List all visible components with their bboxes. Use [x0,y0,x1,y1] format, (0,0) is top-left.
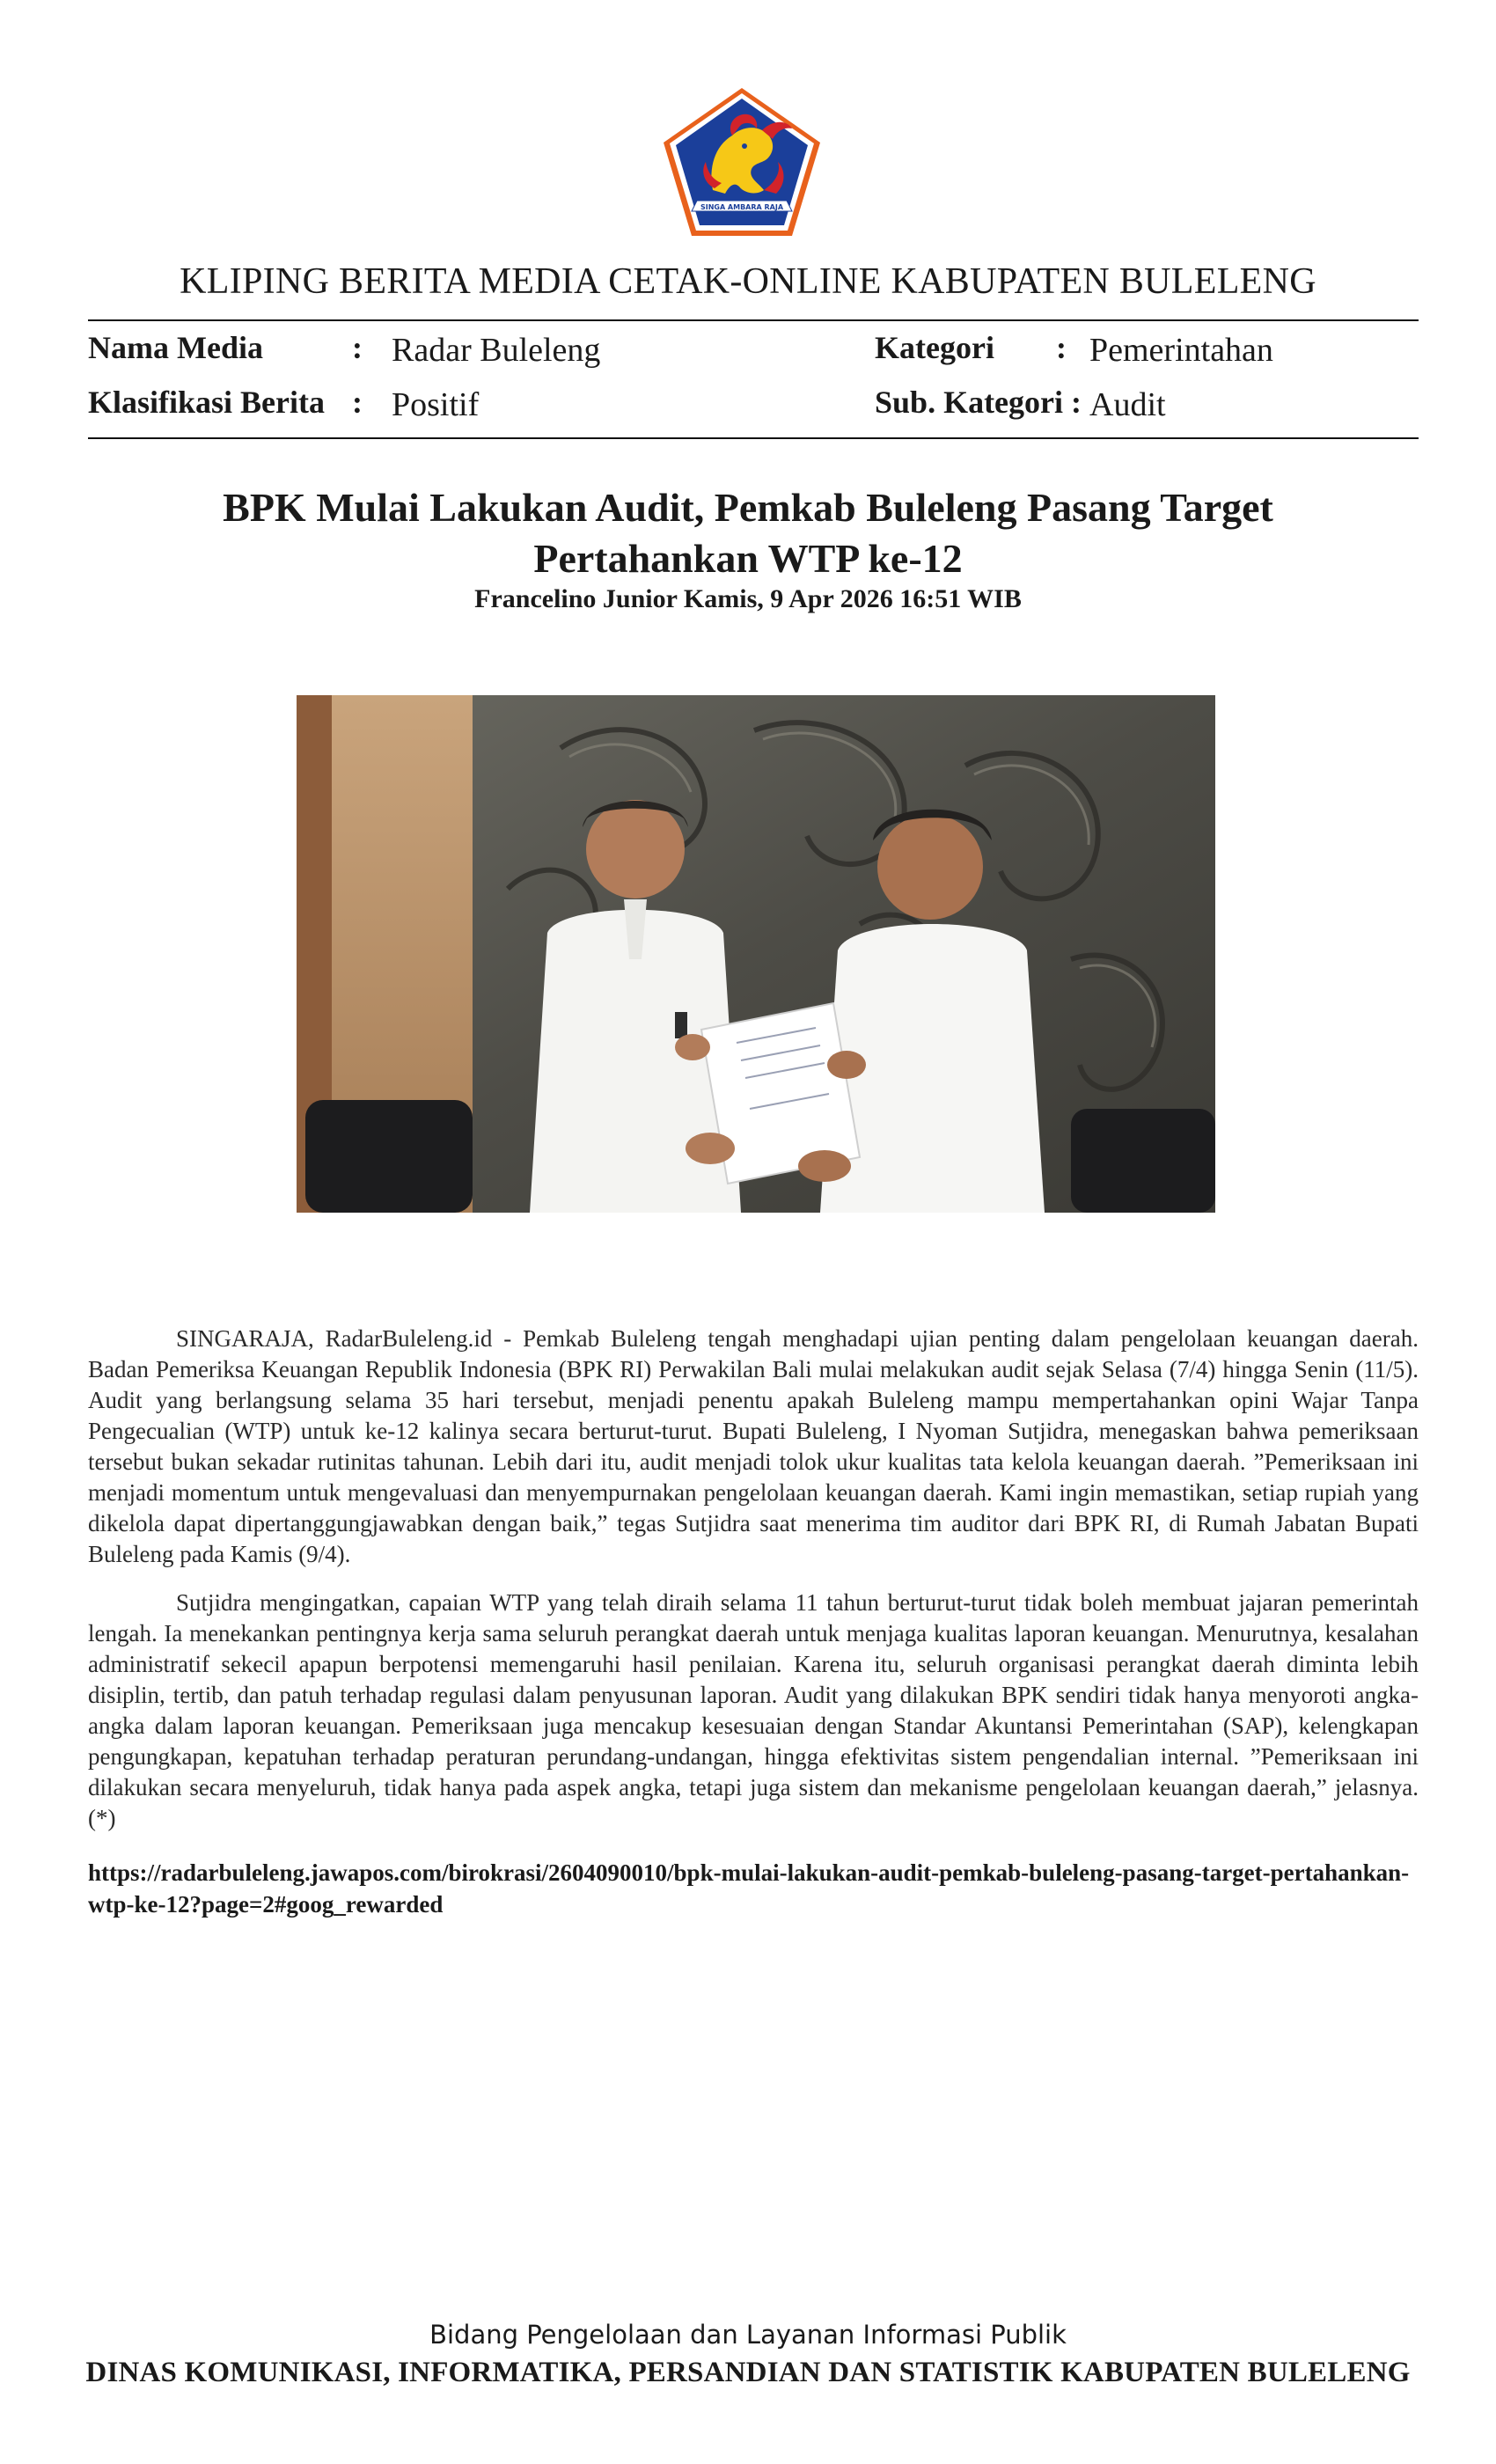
kategori-colon: : [1056,330,1067,365]
sub-kategori-value: Audit [1089,386,1166,423]
sub-kategori-label: Sub. Kategori : [875,385,1082,420]
article-paragraph-1 [88,1324,1419,1570]
article-title: BPK Mulai Lakukan Audit, Pemkab Buleleng Pasang Target Pertahankan WTP ke-12 [223,485,1273,581]
article-byline: Francelino Junior Kamis, 9 Apr 2026 16:51 WIB [474,584,1022,613]
article-paragraph-1-text: SINGARAJA, RadarBuleleng.id - Pemkab Buleleng tengah menghadapi ujian penting dalam pengelolaan keuangan daerah. Badan Pemeriksa Keuangan Republik Indonesia (BPK RI) Perwakilan Bali mulai melakukan audit sejak Selasa (7/4) hingga Senin (11/5). Audit yang berlangsung selama 35 hari tersebut, menjadi penentu apakah Buleleng mampu mempertahankan opini Wajar Tanpa Pengecualian (WTP) untuk ke-12 kalinya secara berturut-turut. Bupati Buleleng, I Nyoman Sutjidra, menegaskan bahwa pemeriksaan tersebut bukan sekadar rutinitas tahunan. Lebih dari itu, audit menjadi tolok ukur kualitas tata kelola keuangan daerah. ”Pemeriksaan ini menjadi momentum untuk mengevaluasi dan menyempurnakan pengelolaan keuangan daerah. Kami ingin memastikan, setiap rupiah yang dikelola dapat dipertanggungjawabkan dengan baik,” tegas Sutjidra saat menerima tim auditor dari BPK RI, di Rumah Jabatan Bupati Buleleng pada Kamis (9/4). [88,1325,1419,1567]
klasifikasi-value: Positif [392,386,480,423]
footer-agency: DINAS KOMUNIKASI, INFORMATIKA, PERSANDIAN DAN STATISTIK KABUPATEN BULELENG [85,2357,1411,2388]
article-paragraph-2 [88,1588,1419,1834]
header-divider-bottom [88,437,1419,439]
article-paragraph-2-text: Sutjidra mengingatkan, capaian WTP yang telah diraih selama 11 tahun berturut-turut tidak boleh membuat jajaran pemerintah lengah. Ia menekankan pentingnya kerja sama seluruh perangkat daerah untuk menjaga kualitas laporan keuangan. Menurutnya, kesalahan administratif sekecil apapun berpotensi memengaruhi hasil penilaian. Karena itu, seluruh organisasi perangkat daerah diminta lebih disiplin, tertib, dan patuh terhadap regulasi dalam penyusunan laporan. Audit yang dilakukan BPK sendiri tidak hanya menyoroti angka-angka dalam laporan keuangan. Pemeriksaan juga mencakup kesesuaian dengan Standar Akuntansi Pemerintahan (SAP), kelengkapan pengungkapan, kepatuhan terhadap peraturan perundang-undangan, hingga efektivitas sistem pengendalian internal. ”Pemeriksaan ini dilakukan secara menyeluruh, tidak hanya pada aspek angka, tetapi juga sistem dan mekanisme pengelolaan keuangan daerah,” jelasnya. (*) [88,1589,1419,1831]
kategori-label: Kategori [875,330,994,365]
article-photo [297,695,1215,1213]
nama-media-label: Nama Media [88,330,263,365]
klasifikasi-label: Klasifikasi Berita [88,385,325,420]
clipping-header-title: KLIPING BERITA MEDIA CETAK-ONLINE KABUPATEN BULELENG [180,261,1316,302]
nama-media-colon: : [352,330,363,365]
nama-media-value: Radar Buleleng [392,332,601,369]
source-url-link[interactable]: https://radarbuleleng.jawapos.com/birokrasi/2604090010/bpk-mulai-lakukan-audit-pemkab-buleleng-pasang-target-pertahankan-wtp-ke-12?page=2#goog_rewarded [88,1859,1410,1918]
header-divider-top [88,319,1419,321]
kategori-value: Pemerintahan [1089,332,1273,369]
klasifikasi-colon: : [352,385,363,420]
buleleng-crest-logo [660,84,824,239]
footer-department: Bidang Pengelolaan dan Layanan Informasi Publik [429,2320,1067,2350]
crest-motto: SINGA AMBARA RAJA [700,203,784,211]
